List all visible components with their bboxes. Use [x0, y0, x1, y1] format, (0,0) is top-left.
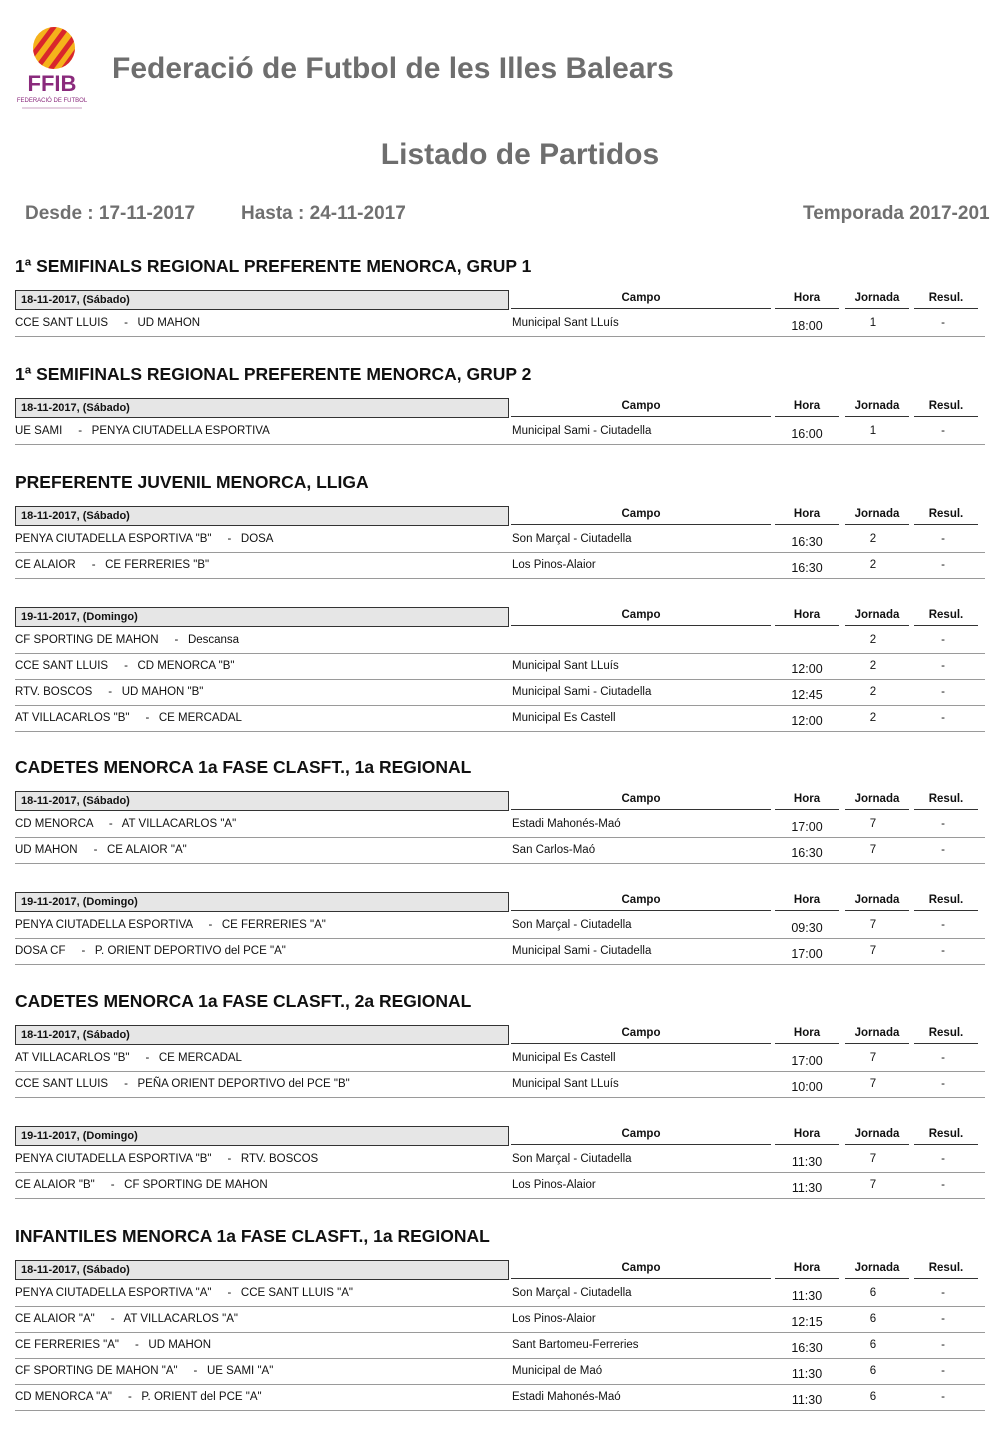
match-hora: 10:00 [791, 1080, 823, 1094]
match-date: 18-11-2017, (Sábado) [15, 506, 509, 526]
col-header-hora: Hora [775, 506, 839, 525]
match-teams: CE ALAIOR - CE FERRERIES "B" [15, 559, 210, 571]
match-campo: Municipal Sami - Ciutadella [512, 945, 652, 957]
match-row [15, 553, 985, 579]
col-header-resul: Resul. [914, 607, 978, 626]
match-date: 18-11-2017, (Sábado) [15, 398, 509, 418]
match-row [15, 1307, 985, 1333]
match-row [15, 838, 985, 864]
competition-section [15, 991, 985, 1227]
match-hora: 11:30 [791, 1367, 823, 1381]
match-hora: 16:30 [791, 846, 823, 860]
match-result: - [941, 1339, 945, 1351]
match-hora: 16:30 [791, 1341, 823, 1355]
match-result: - [941, 660, 945, 672]
match-jornada: 1 [869, 317, 877, 329]
match-hora: 12:00 [791, 662, 823, 676]
match-teams: CF SPORTING DE MAHON "A" - UE SAMI "A" [15, 1365, 274, 1377]
match-campo: Son Marçal - Ciutadella [512, 533, 632, 545]
match-result: - [941, 712, 945, 724]
season: Temporada 2017-201 [803, 203, 990, 224]
match-jornada: 2 [869, 686, 877, 698]
match-result: - [941, 1313, 945, 1325]
match-row [15, 654, 985, 680]
col-header-resul: Resul. [914, 1126, 978, 1145]
match-date: 18-11-2017, (Sábado) [15, 1260, 509, 1280]
ffib-logo [16, 24, 90, 116]
col-header-campo: Campo [511, 290, 771, 309]
match-jornada: 6 [869, 1313, 877, 1325]
match-jornada: 6 [869, 1339, 877, 1351]
match-row [15, 311, 985, 337]
logo-subtext: FEDERACIÓ DE FUTBOL [16, 98, 88, 104]
competition-section [15, 757, 985, 993]
match-day-block [15, 1126, 985, 1227]
match-hora: 11:30 [791, 1181, 823, 1195]
match-row [15, 527, 985, 553]
match-teams: UE SAMI - PENYA CIUTADELLA ESPORTIVA [15, 425, 270, 437]
match-teams: AT VILLACARLOS "B" - CE MERCADAL [15, 1052, 242, 1064]
page-title: Listado de Partidos [380, 138, 660, 171]
match-jornada: 7 [869, 1078, 877, 1090]
match-hora: 12:45 [791, 688, 823, 702]
col-header-hora: Hora [775, 1025, 839, 1044]
col-header-campo: Campo [511, 1126, 771, 1145]
match-result: - [941, 634, 945, 646]
match-date: 18-11-2017, (Sábado) [15, 791, 509, 811]
col-header-resul: Resul. [914, 1025, 978, 1044]
match-campo: Municipal Sant LLuís [512, 317, 619, 329]
match-hora: 16:30 [791, 561, 823, 575]
match-row [15, 1385, 985, 1411]
match-date: 19-11-2017, (Domingo) [15, 1126, 509, 1146]
match-day-block [15, 607, 985, 728]
match-jornada: 7 [869, 945, 877, 957]
match-result: - [941, 844, 945, 856]
match-row [15, 939, 985, 965]
match-row [15, 1072, 985, 1098]
col-header-jornada: Jornada [845, 1260, 909, 1279]
col-header-resul: Resul. [914, 892, 978, 911]
match-date: 18-11-2017, (Sábado) [15, 290, 509, 310]
match-day-block [15, 1025, 985, 1126]
match-row [15, 628, 985, 654]
match-campo: Municipal Es Castell [512, 1052, 616, 1064]
match-teams: CF SPORTING DE MAHON - Descansa [15, 634, 240, 646]
match-day-block [15, 892, 985, 993]
logo-text: FFIB [27, 71, 77, 96]
match-hora: 18:00 [791, 319, 823, 333]
match-campo: Municipal de Maó [512, 1365, 603, 1377]
match-campo: Municipal Es Castell [512, 712, 616, 724]
match-campo: Estadi Mahonés-Maó [512, 818, 621, 830]
match-campo: Municipal Sami - Ciutadella [512, 686, 652, 698]
match-hora: 16:00 [791, 427, 823, 441]
match-result: - [941, 1052, 945, 1064]
match-teams: CE ALAIOR "B" - CF SPORTING DE MAHON [15, 1179, 268, 1191]
competition-title: 1ª SEMIFINALS REGIONAL PREFERENTE MENORCA, GRUP 2 [15, 364, 532, 384]
match-teams: PENYA CIUTADELLA ESPORTIVA - CE FERRERIES "A" [15, 919, 326, 931]
match-jornada: 2 [869, 712, 877, 724]
match-hora: 11:30 [791, 1155, 823, 1169]
col-header-campo: Campo [511, 1025, 771, 1044]
match-result: - [941, 1153, 945, 1165]
competition-title: CADETES MENORCA 1a FASE CLASFT., 2a REGIONAL [15, 991, 472, 1011]
match-result: - [941, 425, 945, 437]
match-teams: CD MENORCA "A" - P. ORIENT del PCE "A" [15, 1391, 262, 1403]
col-header-jornada: Jornada [845, 398, 909, 417]
date-from: Desde : 17-11-2017 [25, 203, 196, 224]
match-teams: AT VILLACARLOS "B" - CE MERCADAL [15, 712, 242, 724]
match-campo: Son Marçal - Ciutadella [512, 919, 632, 931]
col-header-hora: Hora [775, 892, 839, 911]
match-campo: Son Marçal - Ciutadella [512, 1287, 632, 1299]
competition-section [15, 1226, 985, 1411]
match-teams: PENYA CIUTADELLA ESPORTIVA "B" - RTV. BOSCOS [15, 1153, 319, 1165]
match-campo: Son Marçal - Ciutadella [512, 1153, 632, 1165]
col-header-jornada: Jornada [845, 506, 909, 525]
col-header-campo: Campo [511, 1260, 771, 1279]
match-row [15, 706, 985, 732]
competition-title: CADETES MENORCA 1a FASE CLASFT., 1a REGIONAL [15, 757, 472, 777]
match-date: 19-11-2017, (Domingo) [15, 892, 509, 912]
match-day-block [15, 1260, 985, 1411]
match-campo: Municipal Sami - Ciutadella [512, 425, 652, 437]
match-teams: DOSA CF - P. ORIENT DEPORTIVO del PCE "A" [15, 945, 286, 957]
match-row [15, 419, 985, 445]
competition-title: PREFERENTE JUVENIL MENORCA, LLIGA [15, 472, 369, 492]
match-hora: 16:30 [791, 535, 823, 549]
col-header-campo: Campo [511, 398, 771, 417]
col-header-jornada: Jornada [845, 892, 909, 911]
match-hora: 12:15 [791, 1315, 823, 1329]
col-header-jornada: Jornada [845, 791, 909, 810]
match-teams: CE FERRERIES "A" - UD MAHON [15, 1339, 212, 1351]
match-row [15, 913, 985, 939]
match-hora: 09:30 [791, 921, 823, 935]
match-teams: RTV. BOSCOS - UD MAHON "B" [15, 686, 204, 698]
col-header-resul: Resul. [914, 398, 978, 417]
date-to: Hasta : 24-11-2017 [241, 203, 406, 224]
competition-title: 1ª SEMIFINALS REGIONAL PREFERENTE MENORCA, GRUP 1 [15, 256, 532, 276]
match-day-block [15, 506, 985, 607]
match-hora: 17:00 [791, 947, 823, 961]
match-jornada: 7 [869, 919, 877, 931]
match-teams: CCE SANT LLUIS - CD MENORCA "B" [15, 660, 235, 672]
col-header-hora: Hora [775, 290, 839, 309]
match-result: - [941, 1391, 945, 1403]
match-result: - [941, 1287, 945, 1299]
match-campo: Municipal Sant LLuís [512, 660, 619, 672]
match-result: - [941, 919, 945, 931]
match-jornada: 2 [869, 559, 877, 571]
match-row [15, 1173, 985, 1199]
match-jornada: 7 [869, 844, 877, 856]
match-hora: 12:00 [791, 714, 823, 728]
match-campo: Los Pinos-Alaior [512, 559, 596, 571]
match-result: - [941, 533, 945, 545]
match-jornada: 7 [869, 1179, 877, 1191]
match-campo: Municipal Sant LLuís [512, 1078, 619, 1090]
match-result: - [941, 317, 945, 329]
match-teams: PENYA CIUTADELLA ESPORTIVA "A" - CCE SANT LLUIS "A" [15, 1287, 354, 1299]
match-result: - [941, 1365, 945, 1377]
match-result: - [941, 1078, 945, 1090]
match-jornada: 6 [869, 1391, 877, 1403]
match-row [15, 1333, 985, 1359]
match-teams: UD MAHON - CE ALAIOR "A" [15, 844, 187, 856]
match-row [15, 812, 985, 838]
col-header-hora: Hora [775, 791, 839, 810]
match-result: - [941, 818, 945, 830]
match-campo: Los Pinos-Alaior [512, 1313, 596, 1325]
match-jornada: 6 [869, 1365, 877, 1377]
col-header-resul: Resul. [914, 791, 978, 810]
col-header-campo: Campo [511, 791, 771, 810]
competition-section [15, 472, 985, 728]
col-header-hora: Hora [775, 607, 839, 626]
match-row [15, 1359, 985, 1385]
col-header-jornada: Jornada [845, 290, 909, 309]
match-campo: Estadi Mahonés-Maó [512, 1391, 621, 1403]
organization-title: Federació de Futbol de les Illes Balears [112, 52, 674, 85]
match-day-block [15, 791, 985, 892]
match-jornada: 6 [869, 1287, 877, 1299]
match-teams: CE ALAIOR "A" - AT VILLACARLOS "A" [15, 1313, 238, 1325]
match-campo: Los Pinos-Alaior [512, 1179, 596, 1191]
match-row [15, 1147, 985, 1173]
match-jornada: 7 [869, 1153, 877, 1165]
match-teams: CCE SANT LLUIS - PEÑA ORIENT DEPORTIVO del PCE "B" [15, 1078, 350, 1090]
match-result: - [941, 945, 945, 957]
match-hora: 17:00 [791, 820, 823, 834]
match-row [15, 680, 985, 706]
match-teams: CD MENORCA - AT VILLACARLOS "A" [15, 818, 237, 830]
match-teams: PENYA CIUTADELLA ESPORTIVA "B" - DOSA [15, 533, 274, 545]
match-jornada: 2 [869, 533, 877, 545]
match-hora: 17:00 [791, 1054, 823, 1068]
competition-title: INFANTILES MENORCA 1a FASE CLASFT., 1a REGIONAL [15, 1226, 490, 1246]
match-row [15, 1046, 985, 1072]
match-hora: 11:30 [791, 1289, 823, 1303]
col-header-resul: Resul. [914, 290, 978, 309]
col-header-jornada: Jornada [845, 607, 909, 626]
col-header-hora: Hora [775, 1126, 839, 1145]
col-header-resul: Resul. [914, 506, 978, 525]
col-header-hora: Hora [775, 1260, 839, 1279]
match-result: - [941, 686, 945, 698]
match-jornada: 1 [869, 425, 877, 437]
col-header-campo: Campo [511, 892, 771, 911]
match-result: - [941, 559, 945, 571]
match-teams: CCE SANT LLUIS - UD MAHON [15, 317, 201, 329]
match-row [15, 1281, 985, 1307]
match-jornada: 7 [869, 1052, 877, 1064]
match-hora: 11:30 [791, 1393, 823, 1407]
match-jornada: 2 [869, 634, 877, 646]
col-header-resul: Resul. [914, 1260, 978, 1279]
match-date: 18-11-2017, (Sábado) [15, 1025, 509, 1045]
match-campo: Sant Bartomeu-Ferreries [512, 1339, 639, 1351]
match-jornada: 2 [869, 660, 877, 672]
match-campo: San Carlos-Maó [512, 844, 596, 856]
col-header-jornada: Jornada [845, 1126, 909, 1145]
col-header-campo: Campo [511, 506, 771, 525]
match-result: - [941, 1179, 945, 1191]
col-header-campo: Campo [511, 607, 771, 626]
match-date: 19-11-2017, (Domingo) [15, 607, 509, 627]
match-jornada: 7 [869, 818, 877, 830]
col-header-jornada: Jornada [845, 1025, 909, 1044]
col-header-hora: Hora [775, 398, 839, 417]
